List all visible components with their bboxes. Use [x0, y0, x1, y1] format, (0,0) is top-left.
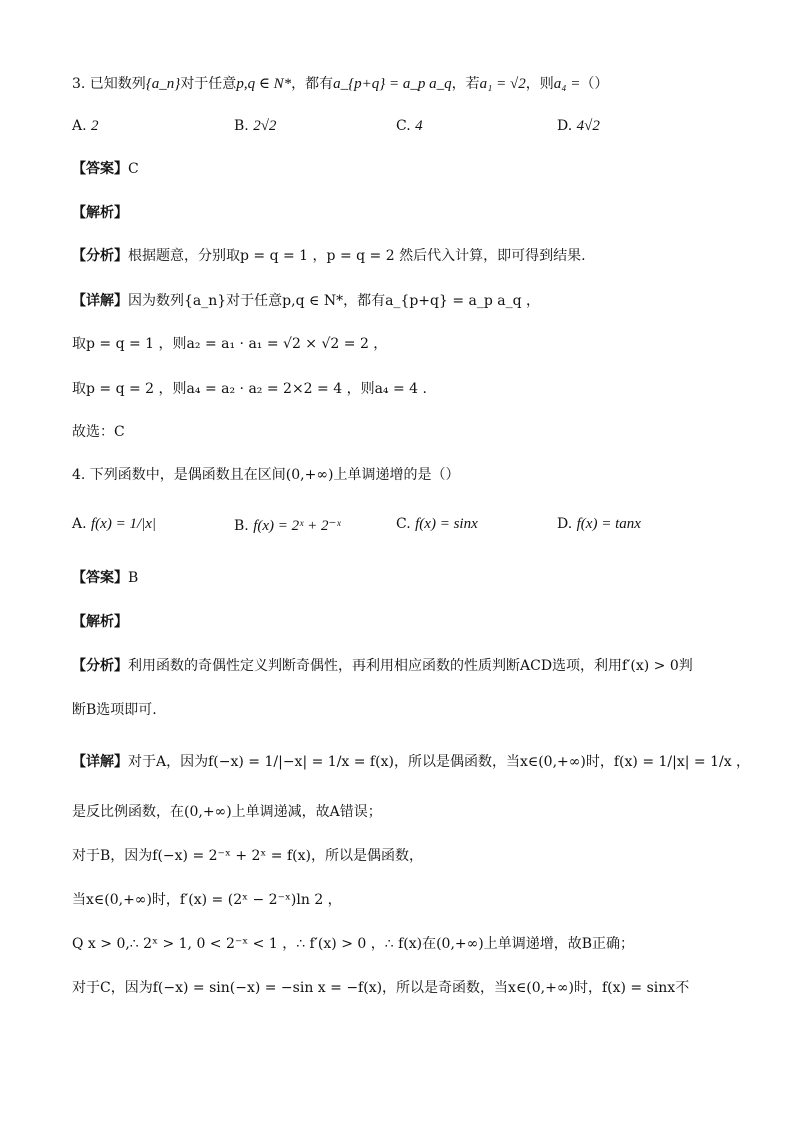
q4-detail-b1: 对于B，因为f(−x) = 2⁻ˣ + 2ˣ = f(x)，所以是偶函数，: [72, 848, 423, 864]
q3-stem-mid2: ，都有: [291, 76, 334, 92]
q3-stem-mid3: ，若: [451, 76, 480, 92]
q4-fenxi-line1: 利用函数的奇偶性定义判断奇偶性，再利用相应函数的性质判断ACD选项，利用f′(x) > 0判: [128, 658, 693, 674]
q3-stem-mid1: 对于任意: [180, 76, 237, 92]
q3-option-a: A. 2: [72, 118, 99, 134]
q4-detail-b2: 当x∈(0,+∞)时，f′(x) = (2ˣ − 2⁻ˣ)ln 2 ，: [72, 892, 342, 908]
q4-detail-a2: 是反比例函数，在(0,+∞)上单调递减，故A错误；: [72, 804, 382, 820]
q3-fenxi-tag: 【分析】: [72, 248, 128, 264]
q3-stem-mid4: ，则: [525, 76, 554, 92]
q4-option-a: A. f(x) = 1/|x|: [72, 516, 157, 532]
q3-stem-prefix: 3. 已知数列: [72, 76, 146, 92]
q3-option-b: B. 2√2: [234, 118, 277, 134]
q3-answer-tag: 【答案】: [72, 161, 128, 177]
q3-detail-tag: 【详解】: [72, 293, 128, 309]
q3-answer: [72, 158, 724, 180]
q3-choose: 故选：C: [72, 424, 125, 440]
q3-detail-line1: 因为数列{a_n}对于任意p,q ∈ N*，都有a_{p+q} = a_p a_q ，: [128, 293, 541, 309]
q4-option-d: D. f(x) = tanx: [557, 516, 641, 532]
q3-ask: a₄ =: [553, 76, 581, 92]
q4-detail-b3: Q x > 0,∴ 2ˣ > 1, 0 < 2⁻ˣ < 1 ，∴ f′(x) > 0 ，∴ f(x)在(0,+∞)上单调递增，故B正确；: [72, 936, 635, 952]
q4-detail-a1: 对于A，因为f(−x) = 1/|−x| = 1/x = f(x)，所以是偶函数，当x∈(0,+∞)时，f(x) = 1/|x| = 1/x ，: [128, 754, 751, 770]
q4-answer-tag: 【答案】: [72, 570, 128, 586]
q4-detail-c1: 对于C，因为f(−x) = sin(−x) = −sin x = −f(x)，所以是奇函数，当x∈(0,+∞)时，f(x) = sinx不: [72, 980, 690, 996]
q4-stem: 4. 下列函数中，是偶函数且在区间(0,+∞)上单调递增的是（）: [72, 467, 460, 483]
q4-fenxi: [72, 655, 724, 677]
q3-sequence: {a_n}: [145, 76, 181, 92]
q3-detail-line2: 取p = q = 1 ，则a₂ = a₁ · a₁ = √2 × √2 = 2 ，: [72, 336, 388, 352]
q3-fenxi-text: 根据题意，分别取p = q = 1 ，p = q = 2 然后代入计算，即可得到结果.: [128, 248, 586, 264]
q3-option-c: C. 4: [396, 118, 423, 134]
q3-initial: a₁ = √2: [479, 76, 526, 92]
q4-detail-tag: 【详解】: [72, 754, 128, 770]
q3-paren: （）: [580, 76, 609, 92]
q3-stem: [72, 73, 724, 95]
q4-option-b: B. f(x) = 2ˣ + 2⁻ˣ: [234, 518, 341, 534]
q3-fenxi: [72, 245, 724, 267]
q3-rule: a_{p+q} = a_p a_q: [333, 76, 452, 92]
q3-answer-value: C: [128, 161, 139, 177]
q4-answer: [72, 567, 724, 589]
q4-detail: [72, 751, 751, 773]
q4-option-c: C. f(x) = sinx: [396, 516, 478, 532]
q3-analysis-tag: 【解析】: [72, 205, 128, 221]
q4-fenxi-line2: 断B选项即可.: [72, 702, 157, 718]
q4-fenxi-tag: 【分析】: [72, 658, 128, 674]
q3-pq-condition: p,q ∈ N*: [236, 76, 292, 92]
q3-detail-line3: 取p = q = 2 ，则a₄ = a₂ · a₂ = 2×2 = 4 ，则a₄ = 4 .: [72, 381, 427, 397]
q3-option-d: D. 4√2: [557, 118, 600, 134]
q4-answer-value: B: [128, 570, 139, 586]
q3-detail: [72, 290, 724, 312]
q4-analysis-tag: 【解析】: [72, 614, 128, 630]
